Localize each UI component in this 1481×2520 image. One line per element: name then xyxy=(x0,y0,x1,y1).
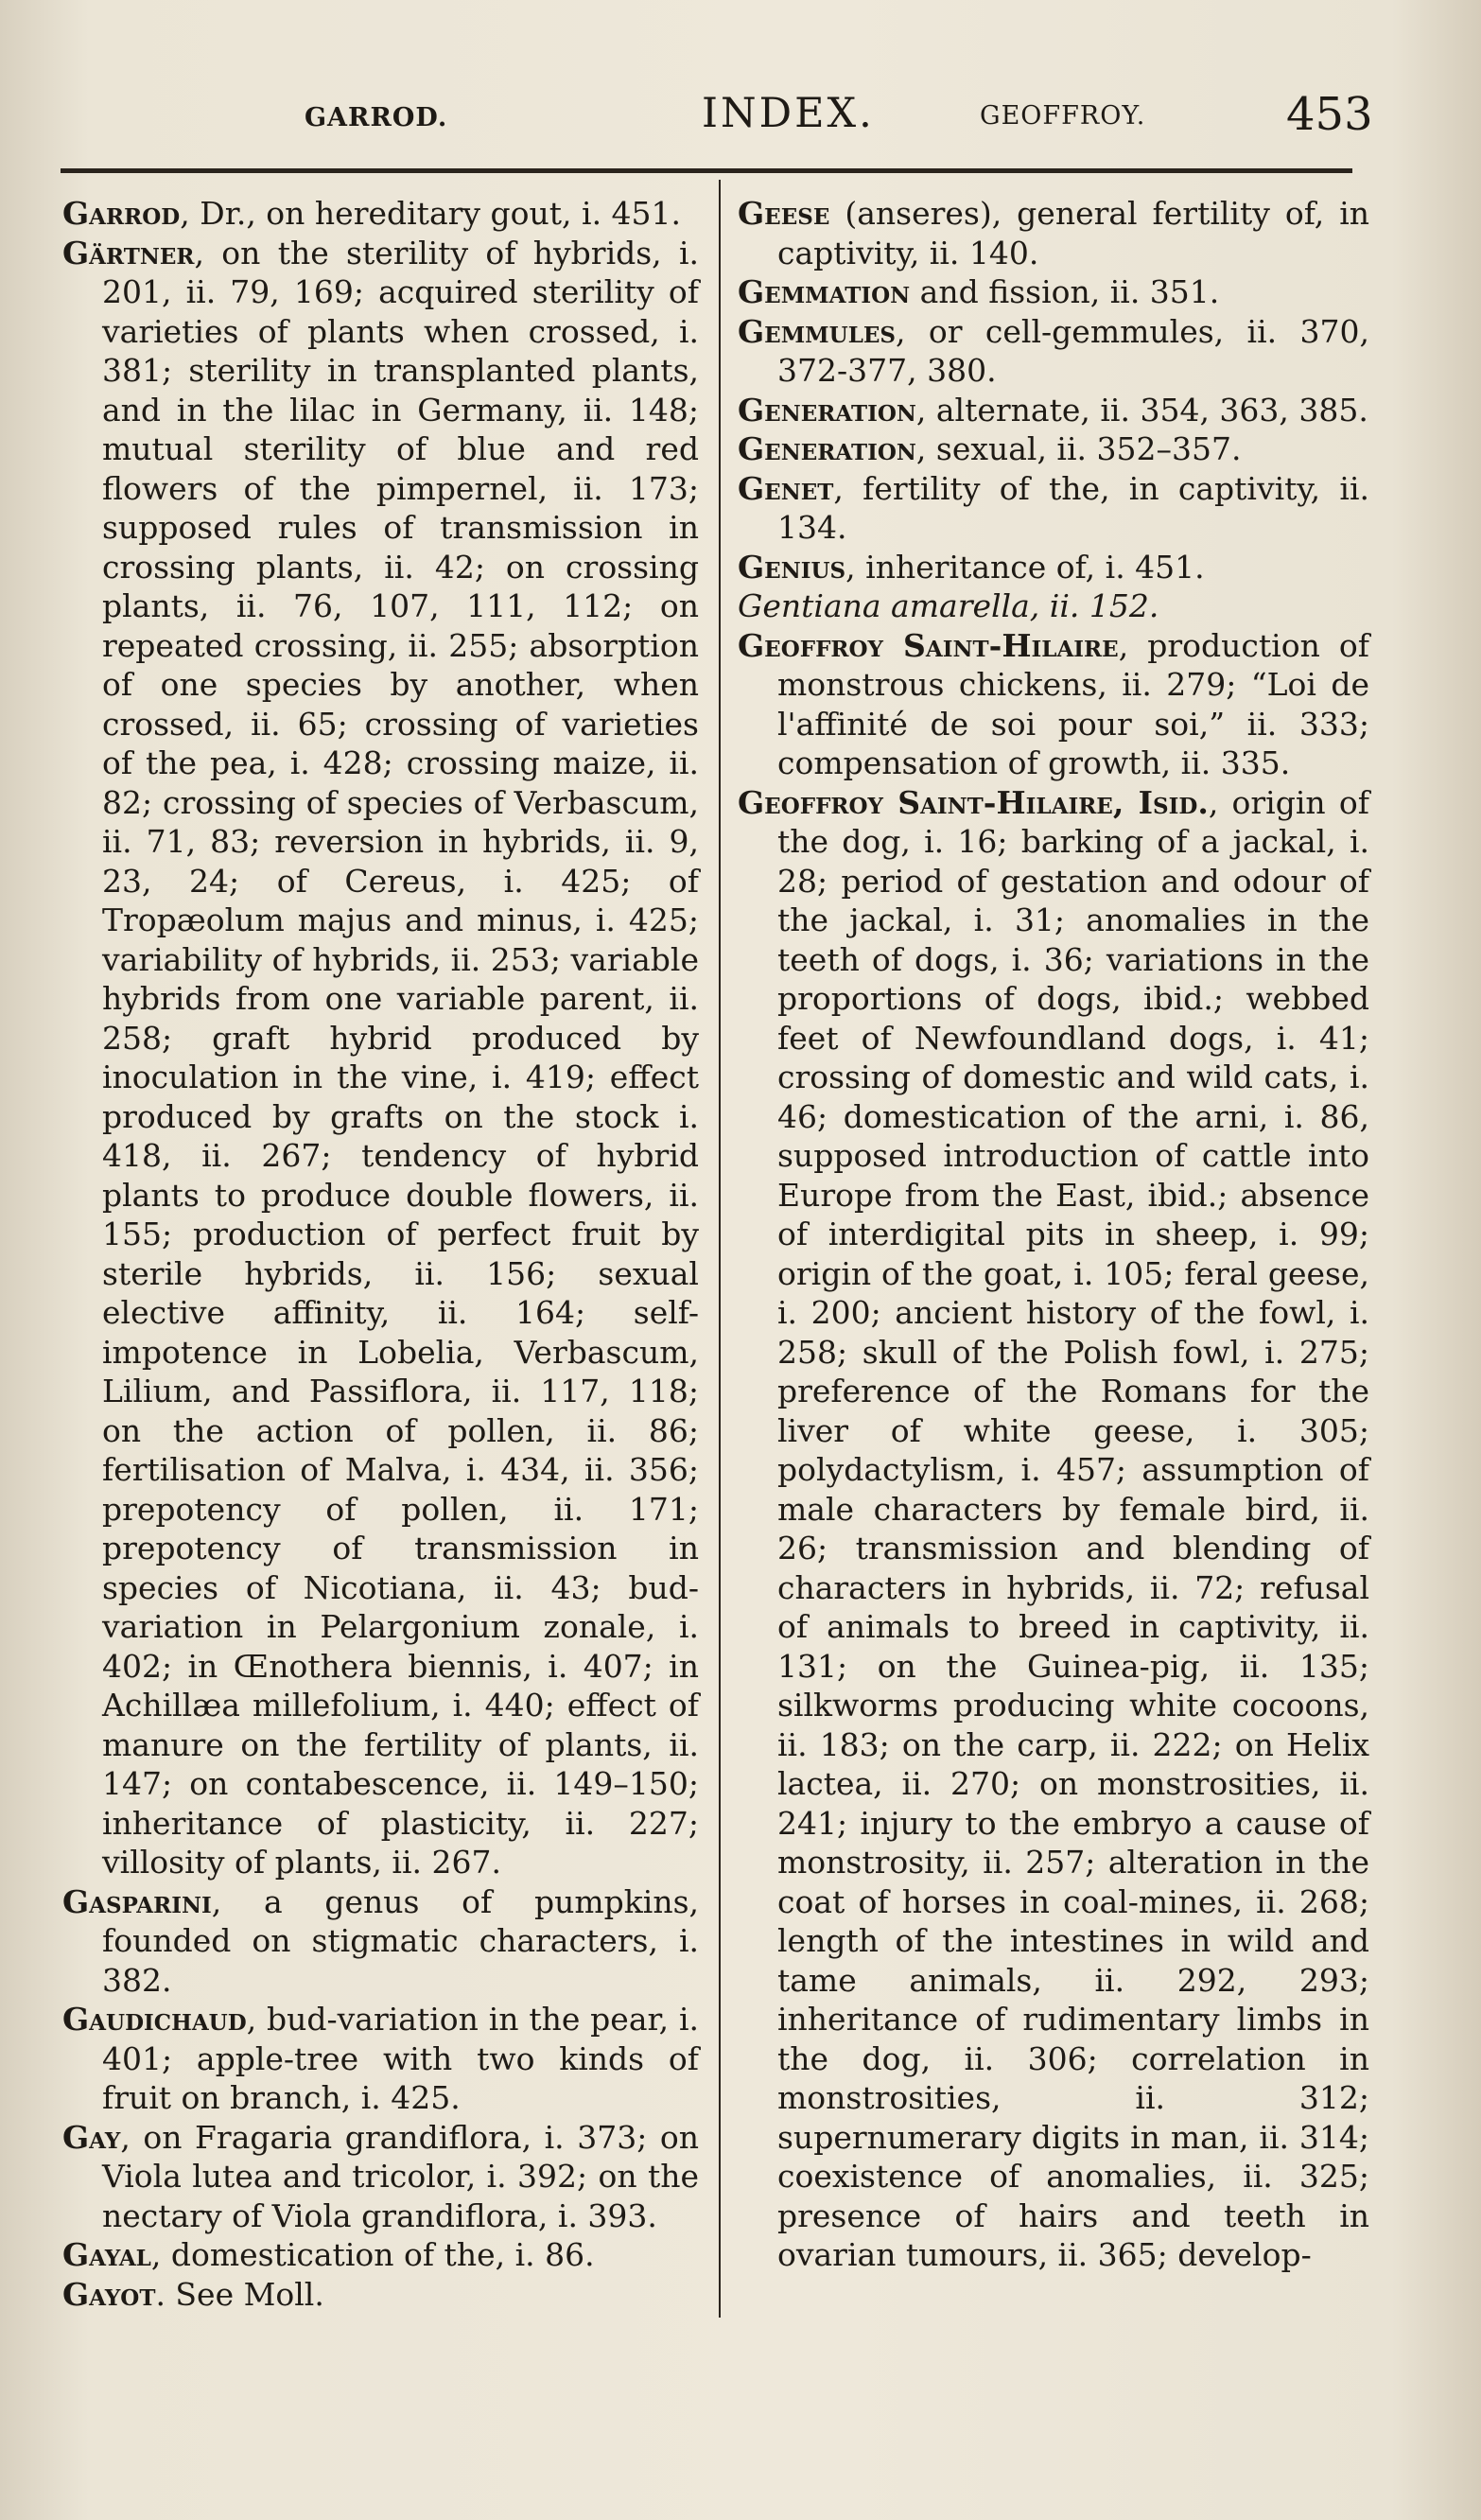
entry-text: , Dr., on hereditary gout, i. 451. xyxy=(180,195,682,232)
index-entry xyxy=(738,312,1369,391)
index-entry xyxy=(62,2118,699,2236)
index-entry xyxy=(738,469,1369,548)
index-entry xyxy=(738,586,1369,626)
entry-headword: Geoffroy Saint-Hilaire, Isid. xyxy=(738,783,1209,821)
entry-headword: Genius xyxy=(738,548,846,586)
index-entry xyxy=(738,391,1369,430)
header-left-catchword: GARROD. xyxy=(305,103,448,132)
entry-text: , fertility of the, in captivity, ii. 134. xyxy=(777,469,1369,546)
entry-text: , on the sterility of hybrids, i. 201, ii. 79, 169; acquired sterility of varieties of plants when crossed, i. 381; sterility in transplanted plants, and in the lilac in Germany, ii. 148; mutual sterility of blue and red flowers of the pimpernel, ii. 173; supposed rules of transmission in crossing plants, ii. 42; on crossing plants, ii. 76, 107, 111, 112; on repeated crossing, ii. 255; absorption of one species by another, when crossed, ii. 65; crossing of varieties of the pea, i. 428; crossing maize, ii. 82; crossing of species of Verbascum, ii. 71, 83; reversion in hybrids, ii. 9, 23, 24; of Cereus, i. 425; of Tropæolum majus and minus, i. 425; variability of hybrids, ii. 253; variable hybrids from one variable parent, ii. 258; graft hybrid produced by inoculation in the vine, i. 419; effect produced by grafts on the stock i. 418, ii. 267; tendency of hybrid plants to produce double flowers, ii. 155; production of perfect fruit by sterile hybrids, ii. 156; sexual elective affinity, ii. 164; self-impotence in Lobelia, Verbascum, Lilium, and Passiflora, ii. 117, 118; on the action of pollen, ii. 86; fertilisation of Malva, i. 434, ii. 356; prepotency of pollen, ii. 171; prepotency of transmission in species of Nicotiana, ii. 43; bud-variation in Pelargonium zonale, i. 402; in Œnothera biennis, i. 407; in Achillæa millefolium, i. 440; effect of manure on the fertility of plants, ii. 147; on contabescence, ii. 149–150; inheritance of plasticity, ii. 227; villosity of plants, ii. 267. xyxy=(102,234,699,1881)
entry-text: and fission, ii. 351. xyxy=(910,273,1220,310)
entry-headword: Gemmation xyxy=(738,273,911,310)
entry-headword: Gayot xyxy=(62,2275,156,2313)
entry-headword: Gasparini xyxy=(62,1882,212,1920)
entry-headword: Geese xyxy=(738,195,830,232)
index-entry xyxy=(738,626,1369,783)
entry-headword: Gemmules xyxy=(738,312,897,350)
index-entry xyxy=(62,2000,699,2118)
index-entry xyxy=(62,2275,699,2315)
entry-headword: Garrod xyxy=(62,195,181,232)
entry-headword: Generation xyxy=(738,430,916,467)
index-entry xyxy=(62,234,699,1882)
column-divider xyxy=(719,180,721,2318)
entry-text: , a genus of pumpkins, founded on stigmatic characters, i. 382. xyxy=(102,1882,699,1999)
entry-text: , alternate, ii. 354, 363, 385. xyxy=(915,391,1368,429)
entry-text: , origin of the dog, i. 16; barking of a jackal, i. 28; period of gestation and odour of the jackal, i. 31; anomalies in the teeth of dogs, i. 36; variations in the proportions of dogs, ibid.; webbed feet of Newfoundland dogs, i. 41; crossing of domestic and wild cats, i. 46; domestication of the arni, i. 86, supposed introduction of cattle into Europe from the East, ibid.; absence of interdigital pits in sheep, i. 99; origin of the goat, i. 105; feral geese, i. 200; ancient history of the fowl, i. 258; skull of the Polish fowl, i. 275; preference of the Romans for the liver of white geese, i. 305; polydactylism, i. 457; assumption of male characters by female bird, ii. 26; transmission and blending of characters in hybrids, ii. 72; refusal of animals to breed in captivity, ii. 131; on the Guinea-pig, ii. 135; silkworms producing white cocoons, ii. 183; on the carp, ii. 222; on Helix lactea, ii. 270; on monstrosities, ii. 241; injury to the embryo a cause of monstrosity, ii. 257; alteration in the coat of horses in coal-mines, ii. 268; length of the intestines in wild and tame animals, ii. 292, 293; inheritance of rudimentary limbs in the dog, ii. 306; correlation in monstrosities, ii. 312; supernumerary digits in man, ii. 314; coexistence of anomalies, ii. 325; presence of hairs and teeth in ovarian tumours, ii. 365; develop- xyxy=(777,783,1369,2273)
entry-headword: Gaudichaud xyxy=(62,2001,247,2038)
entry-text: , production of monstrous chickens, ii. 279; “Loi de l'affinité de soi pour soi,” ii. 333; compensation of growth, ii. 335. xyxy=(777,626,1369,781)
entry-headword: Generation xyxy=(738,391,916,429)
header-right-catchword: GEOFFROY. xyxy=(980,101,1146,131)
left-column xyxy=(62,194,699,2314)
entry-text: , inheritance of, i. 451. xyxy=(845,548,1205,586)
entry-headword: Gayal xyxy=(62,2236,151,2273)
entry-headword: Genet xyxy=(738,469,834,507)
entry-text: (anseres), general fertility of, in captivity, ii. 140. xyxy=(777,195,1369,271)
entry-text: , domestication of the, i. 86. xyxy=(150,2236,595,2273)
entry-headword: Gay xyxy=(62,2118,121,2156)
entry-text: . See Moll. xyxy=(155,2275,324,2313)
index-entry xyxy=(738,272,1369,312)
header-title: INDEX. xyxy=(702,90,875,137)
index-entry xyxy=(738,194,1369,272)
entry-text: Gentiana amarella, ii. 152. xyxy=(738,587,1159,624)
index-entry xyxy=(738,548,1369,587)
entry-text: , or cell-gemmules, ii. 370, 372-377, 380. xyxy=(777,312,1369,389)
index-entry xyxy=(62,2235,699,2275)
entry-headword: Gärtner xyxy=(62,234,195,271)
index-entry xyxy=(738,783,1369,2275)
index-entry xyxy=(738,429,1369,469)
entry-headword: Geoffroy Saint-Hilaire xyxy=(738,626,1119,664)
running-head xyxy=(57,90,1396,156)
entry-text: , on Fragaria grandiflora, i. 373; on Viola lutea and tricolor, i. 392; on the nectary of Viola grandiflora, i. 393. xyxy=(102,2118,699,2234)
index-entry xyxy=(62,1882,699,2001)
right-column xyxy=(738,194,1369,2275)
entry-text: , sexual, ii. 352–357. xyxy=(915,430,1242,467)
index-entry xyxy=(62,194,699,234)
entry-text: , bud-variation in the pear, i. 401; apple-tree with two kinds of fruit on branch, i. 425. xyxy=(102,2001,699,2116)
page-number: 453 xyxy=(1286,88,1373,141)
header-rule xyxy=(61,168,1352,173)
